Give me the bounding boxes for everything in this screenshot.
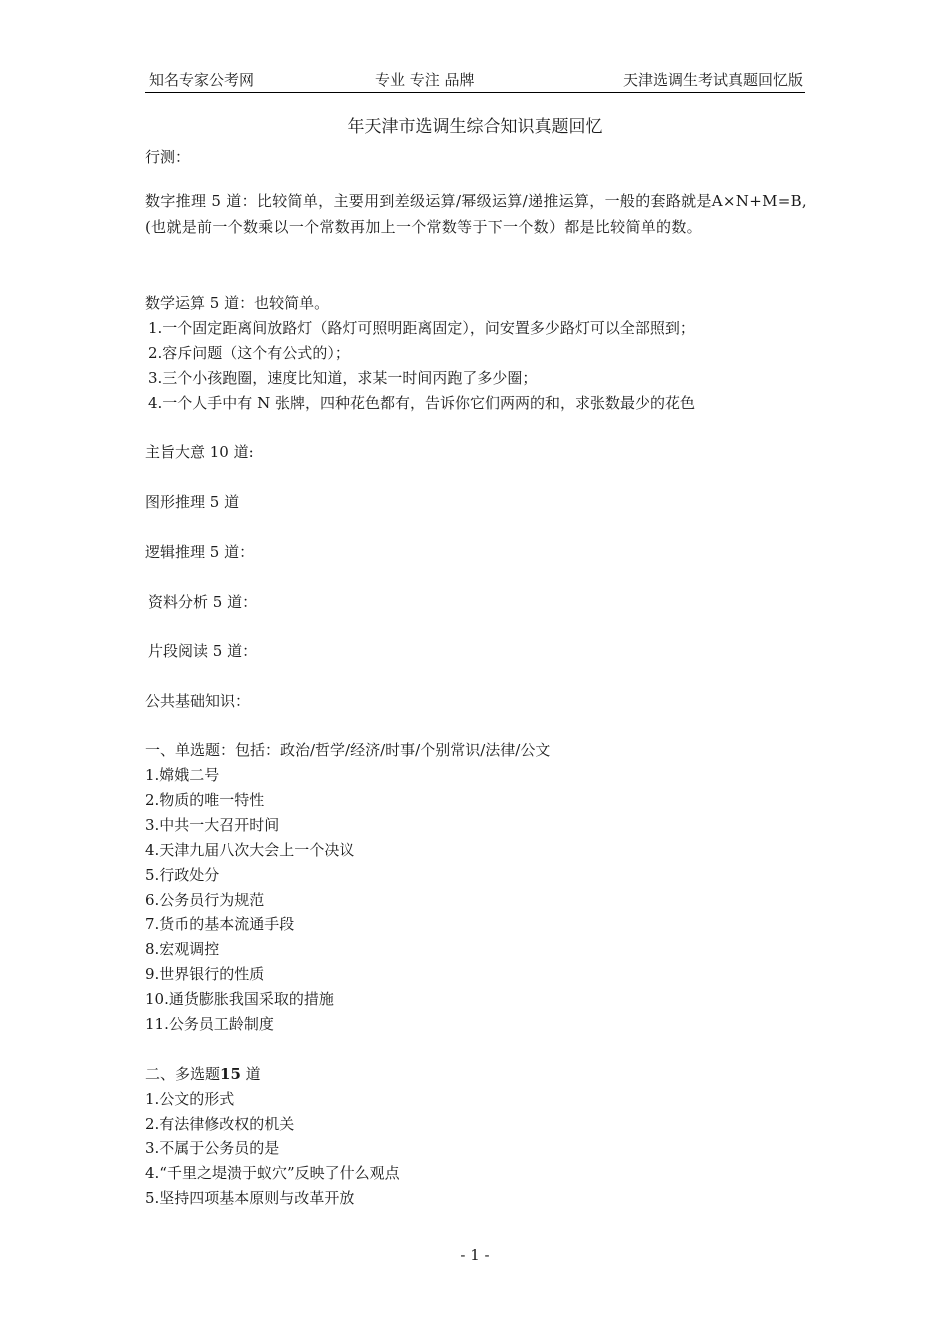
page-header bbox=[145, 70, 805, 93]
section-public-knowledge: 公共基础知识： bbox=[145, 692, 251, 710]
single-choice-item: 7.货币的基本流通手段 bbox=[145, 915, 295, 933]
multi-choice-item: 1.公文的形式 bbox=[145, 1090, 235, 1108]
multi-choice-count: 15 bbox=[220, 1065, 241, 1083]
math-item-3: 3.三个小孩跑圈，速度比知道，求某一时间丙跑了多少圈； bbox=[148, 369, 538, 387]
math-item-4: 4.一个人手中有 N 张牌，四种花色都有，告诉你它们两两的和，求张数最少的花色 bbox=[148, 394, 695, 412]
section-figure-reasoning: 图形推理 5 道 bbox=[145, 493, 240, 511]
single-choice-item: 2.物质的唯一特性 bbox=[145, 791, 265, 809]
math-item-1: 1.一个固定距离间放路灯（路灯可照明距离固定），问安置多少路灯可以全部照到； bbox=[148, 319, 695, 337]
single-choice-item: 8.宏观调控 bbox=[145, 940, 220, 958]
single-choice-item: 6.公务员行为规范 bbox=[145, 891, 265, 909]
section-main-idea: 主旨大意 10 道: bbox=[145, 443, 254, 461]
multi-choice-item: 2.有法律修改权的机关 bbox=[145, 1115, 295, 1133]
page-number: - 1 - bbox=[460, 1246, 490, 1264]
section-xingce: 行测： bbox=[145, 148, 191, 166]
single-choice-heading: 一、单选题：包括：政治/哲学/经济/时事/个别常识/法律/公文 bbox=[145, 741, 551, 759]
section-logic-reasoning: 逻辑推理 5 道： bbox=[145, 543, 255, 561]
single-choice-item: 11.公务员工龄制度 bbox=[145, 1015, 274, 1033]
single-choice-item: 4.天津九届八次大会上一个决议 bbox=[145, 841, 355, 859]
multi-choice-item: 5.坚持四项基本原则与改革开放 bbox=[145, 1189, 355, 1207]
single-choice-item: 1.嫦娥二号 bbox=[145, 766, 220, 784]
multi-choice-heading-prefix: 二、多选题 bbox=[145, 1065, 221, 1083]
single-choice-item: 10.通货膨胀我国采取的措施 bbox=[145, 990, 334, 1008]
multi-choice-item: 4.“千里之堤溃于蚁穴”反映了什么观点 bbox=[145, 1164, 400, 1182]
header-doc-label: 天津选调生考试真题回忆版 bbox=[622, 71, 803, 89]
multi-choice-heading-suffix: 道 bbox=[245, 1065, 261, 1083]
single-choice-item: 9.世界银行的性质 bbox=[145, 965, 265, 983]
single-choice-item: 3.中共一大召开时间 bbox=[145, 816, 280, 834]
number-reasoning-paragraph: 数字推理 5 道：比较简单，主要用到差级运算/幂级运算/递推运算，一般的套路就是A×N+M=B,(也就是前一个数乘以一个常数再加上一个常数等于下一个数）都是比较简单的数。 bbox=[145, 192, 807, 236]
single-choice-item: 5.行政处分 bbox=[145, 866, 220, 884]
header-site-name: 知名专家公考网 bbox=[149, 71, 255, 89]
math-heading: 数学运算 5 道：也较简单。 bbox=[145, 294, 330, 312]
document-title: 年天津市选调生综合知识真题回忆 bbox=[347, 117, 603, 137]
multi-choice-heading bbox=[145, 1062, 810, 1086]
header-slogan: 专业 专注 品牌 bbox=[375, 71, 475, 89]
section-data-analysis: 资料分析 5 道： bbox=[148, 593, 258, 611]
math-item-2: 2.容斥问题（这个有公式的）； bbox=[148, 344, 350, 362]
multi-choice-item: 3.不属于公务员的是 bbox=[145, 1139, 280, 1157]
section-reading: 片段阅读 5 道： bbox=[148, 642, 258, 660]
